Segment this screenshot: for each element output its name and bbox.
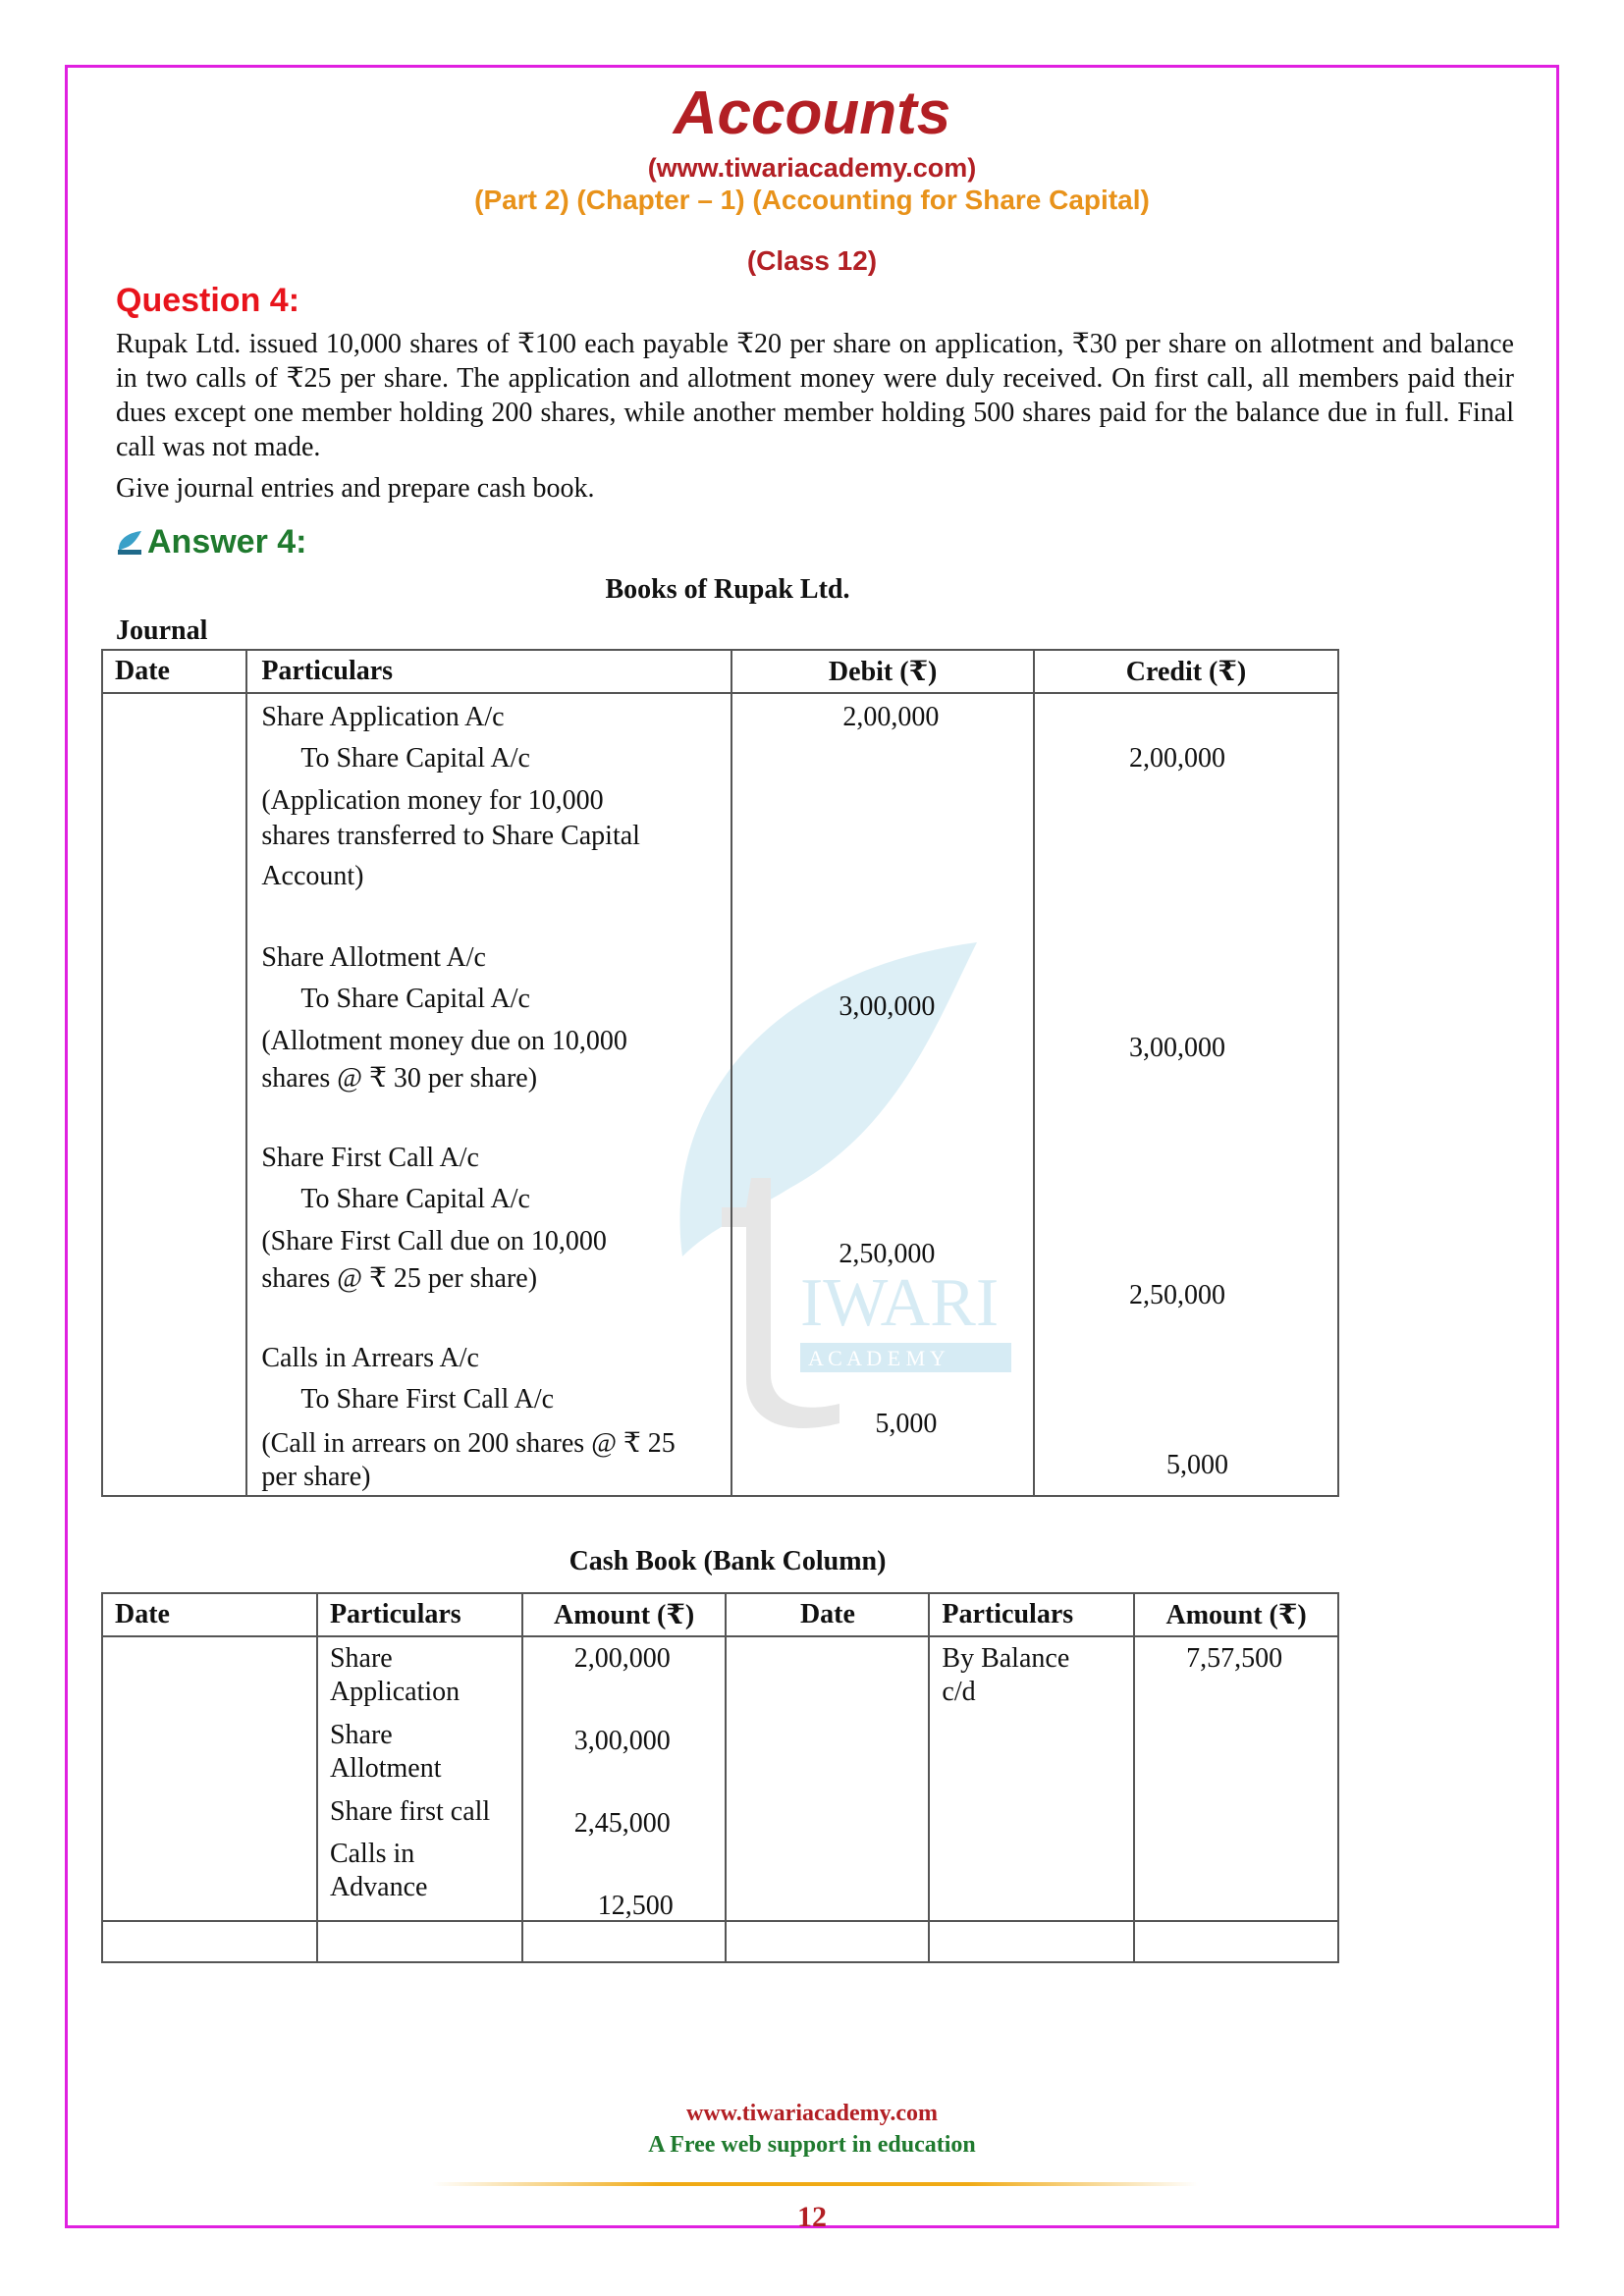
watermark-subtext: A C A D E M Y: [808, 1346, 946, 1370]
class-label: (Class 12): [746, 245, 878, 276]
entry-1-narration-2: shares transferred to Share Capital: [261, 821, 640, 851]
journal-table: [101, 649, 1339, 1497]
journal-label: Journal: [116, 615, 208, 646]
credit-amount: 2,00,000: [1128, 743, 1225, 774]
question-heading: Question 4:: [116, 282, 300, 319]
receipt-share-allotment-2: Allotment: [329, 1753, 442, 1784]
cashbook-particulars-left-cell: [317, 1636, 522, 1921]
journal-particulars-cell: [246, 693, 731, 1496]
entry-2-narration-2: shares @ ₹ 30 per share): [261, 1063, 538, 1094]
entry-2-debit-account: Share Allotment A/c: [261, 942, 486, 973]
cashbook-date-right-cell: [726, 1636, 929, 1921]
debit-amount: 3,00,000: [839, 991, 936, 1022]
footer-site-link[interactable]: www.tiwariacademy.com: [686, 2101, 938, 2126]
journal-date-cell: [102, 693, 246, 1496]
entry-1-credit-account: To Share Capital A/c: [300, 743, 530, 774]
col-debit: Debit (₹): [731, 650, 1034, 693]
credit-amount: 2,50,000: [1128, 1280, 1225, 1310]
entry-4-credit-account: To Share First Call A/c: [300, 1384, 555, 1415]
credit-amount: 5,000: [1165, 1450, 1228, 1480]
cashbook-total-row: [102, 1921, 1338, 1962]
receipt-calls-in-advance-2: Advance: [329, 1872, 428, 1902]
site-link[interactable]: (www.tiwariacademy.com): [647, 153, 977, 183]
col-amount-left: Amount (₹): [522, 1593, 727, 1636]
entry-3-narration: (Share First Call due on 10,000: [261, 1226, 607, 1256]
entry-4-narration: (Call in arrears on 200 shares @ ₹ 25: [261, 1428, 676, 1459]
journal-debit-cell: [731, 693, 1034, 1496]
journal-header-row: [102, 650, 1338, 693]
tiwari-logo-icon: [116, 529, 143, 557]
cashbook-table: [101, 1592, 1339, 1963]
entry-4-debit-account: Calls in Arrears A/c: [261, 1343, 479, 1373]
entry-4-narration-2: per share): [261, 1462, 371, 1492]
cashbook-header-row: [102, 1593, 1338, 1636]
debit-amount: 2,00,000: [842, 702, 940, 732]
cashbook-date-left-cell: [102, 1636, 317, 1921]
cashbook-amount-left-cell: [522, 1636, 727, 1921]
col-date-right: Date: [726, 1593, 929, 1636]
question-instruction: Give journal entries and prepare cash book.: [116, 473, 595, 504]
debit-amount: 5,000: [875, 1409, 938, 1439]
answer-heading: Answer 4:: [147, 523, 307, 561]
receipt-amount: 2,45,000: [573, 1808, 671, 1839]
entry-2-narration: (Allotment money due on 10,000: [261, 1026, 627, 1056]
receipt-share-first-call: Share first call: [329, 1796, 491, 1827]
entry-3-debit-account: Share First Call A/c: [261, 1143, 479, 1173]
watermark-text: IWARI: [800, 1265, 1000, 1341]
cashbook-particulars-right-cell: [929, 1636, 1134, 1921]
entry-1-narration-3: Account): [261, 861, 364, 891]
question-text: Rupak Ltd. issued 10,000 shares of ₹100 each payable ₹20 per share on application, ₹30 per share on allotment and balance in two calls of ₹25 per share. The application and allotment money were duly received. On first call, all members paid their dues except one member holding 200 shares, while another member holding 500 shares paid for the balance due in full. Final call was not made.: [116, 329, 1514, 462]
receipt-amount: 2,00,000: [573, 1643, 671, 1674]
page-number: 12: [797, 2201, 827, 2233]
payment-amount: 7,57,500: [1186, 1643, 1283, 1674]
cashbook-amount-right-cell: [1134, 1636, 1338, 1921]
col-particulars-left: Particulars: [317, 1593, 522, 1636]
credit-amount: 3,00,000: [1128, 1033, 1225, 1063]
col-credit: Credit (₹): [1034, 650, 1338, 693]
journal-body-row: [102, 693, 1338, 1496]
receipt-share-application: Share: [329, 1643, 393, 1674]
entry-3-credit-account: To Share Capital A/c: [300, 1184, 530, 1214]
col-particulars: Particulars: [246, 650, 731, 693]
journal-credit-cell: [1034, 693, 1338, 1496]
entry-1-debit-account: Share Application A/c: [261, 702, 505, 732]
receipt-amount: 12,500: [597, 1891, 674, 1921]
col-date: Date: [102, 650, 246, 693]
page-title: Accounts: [673, 80, 951, 147]
entry-2-credit-account: To Share Capital A/c: [300, 984, 530, 1014]
col-amount-right: Amount (₹): [1134, 1593, 1338, 1636]
receipt-amount: 3,00,000: [573, 1726, 671, 1756]
entry-3-narration-2: shares @ ₹ 25 per share): [261, 1263, 538, 1294]
payment-balance-cd-2: c/d: [942, 1677, 976, 1707]
receipt-share-application-2: Application: [329, 1677, 460, 1707]
chapter-info: (Part 2) (Chapter – 1) (Accounting for Share Capital): [474, 185, 1150, 215]
books-title: Books of Rupak Ltd.: [605, 574, 850, 605]
cashbook-body-row: [102, 1636, 1338, 1921]
receipt-calls-in-advance: Calls in: [329, 1839, 415, 1869]
answer-heading-row: [116, 523, 307, 561]
cashbook-title: Cash Book (Bank Column): [568, 1546, 887, 1576]
col-particulars-right: Particulars: [929, 1593, 1134, 1636]
payment-balance-cd: By Balance: [942, 1643, 1070, 1674]
entry-1-narration: (Application money for 10,000: [261, 785, 604, 816]
footer-tagline: A Free web support in education: [648, 2132, 976, 2158]
col-date-left: Date: [102, 1593, 317, 1636]
receipt-share-allotment: Share: [329, 1720, 393, 1750]
footer-divider: [432, 2182, 1198, 2186]
debit-amount: 2,50,000: [839, 1239, 936, 1269]
